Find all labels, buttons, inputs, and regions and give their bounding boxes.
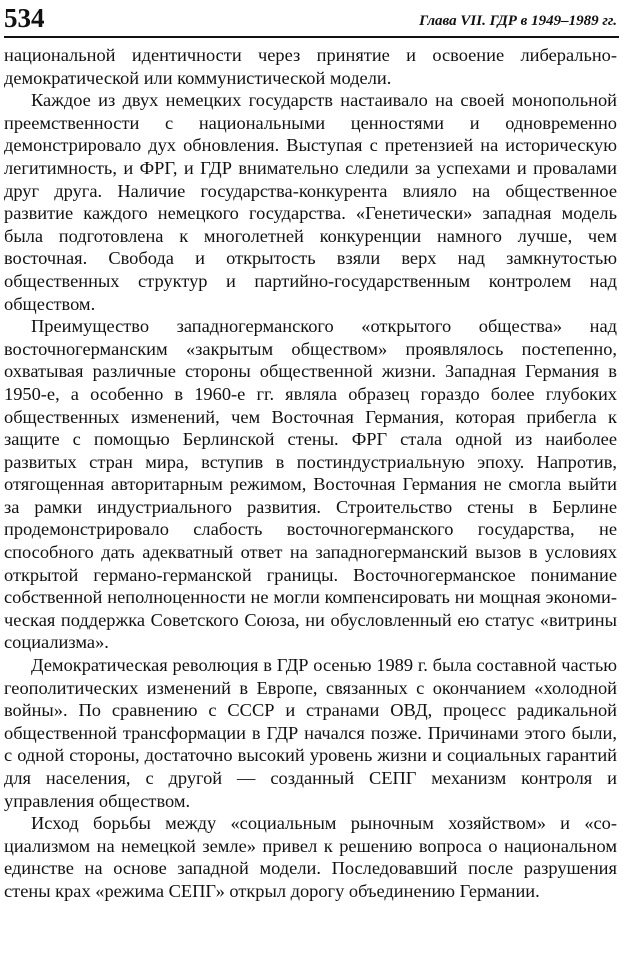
paragraph-continuation: национальной идентичности через принятие и освоение либерально-демократической или коммунистической модели. [4,45,617,88]
paragraph: Каждое из двух немецких государств настаивало на своей монопольной преемственности с национальными ценностями и одновременно демонстрировало дух обновления. Выступая с претензией на историческую легитимность, и ФРГ, и ГДР внимательно следили за успехами и провалами друг друга. Наличие государства-конкурента влияло на общественное развитие каждого немецкого государства. «Генетически» западная модель была подготовлена к многолетней конкуренции намного лучше, чем восточная. Свобода и открытость взяли верх над замкнутостью общественных структур и партийно-государственным контролем над обществом. [4,90,617,314]
page-number: 534 [4,3,45,33]
paragraph: Демократическая революция в ГДР осенью 1989 г. была составной частью геополитических изменений в Европе, связанных с окончанием «холодной войны». По сравнению с СССР и странами ОВД, процесс радикальной общественной трансформации в ГДР начался позже. Причинами этого были, с одной стороны, достаточно высокий уровень жизни и социальных гарантий для населения, с другой — созданный СЕПГ механизм контроля и управления обществом. [4,655,617,811]
paragraph: Исход борьбы между «социальным рыночным хозяйством» и «социализмом на немецкой земле» привел к решению вопроса о национальном единстве на основе западной модели. Последовавший после разрушения стены крах «режима СЕПГ» открыл дорогу объединению Германии. [4,813,617,901]
paragraph: Преимущество западногерманского «открытого общества» над восточногерманским «закрытым обществом» проявлялось постепенно, охватывая различные стороны общественной жизни. Западная Германия в 1950-е, а особенно в 1960-е гг. являла образец гораздо более глубоких общественных изменений, чем Восточная Германия, которая прибегла к защите с помощью Берлинской стены. ФРГ стала одной из наиболее развитых стран мира, вступив в постиндустриальную эпоху. Напротив, отягощенная авторитарным режимом, Восточная Германия не смогла выйти за рамки индустриального развития. Строительство стены в Берлине продемонстрировало слабость восточногерманского государства, не способного дать адекватный ответ на западногерманский вызов в условиях открытой германо-германской границы. Восточногерманское понимание собственной неполноценности не могли компенсировать ни мощная экономическая поддержка Советского Союза, ни обусловленный ею статус «витрины социализма». [4,316,617,653]
running-title: Глава VII. ГДР в 1949–1989 гг. [419,13,617,29]
page-body [4,44,617,972]
page-header [4,2,619,38]
